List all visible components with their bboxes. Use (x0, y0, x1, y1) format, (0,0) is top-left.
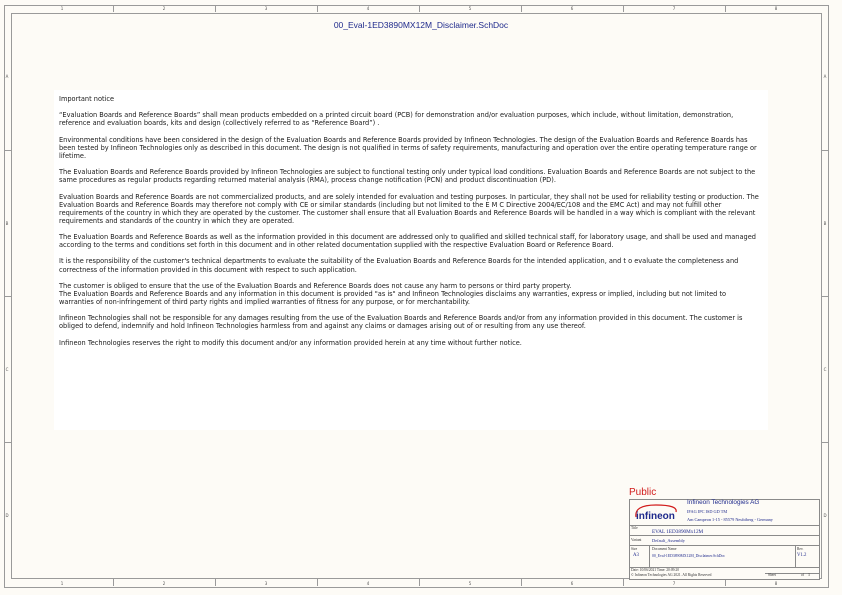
sheet-of-label: of (801, 573, 804, 577)
sheet-label: Sheet (768, 573, 776, 577)
copyright-notice: © Infineon Technologies AG 2021. All Rights Reserved (631, 573, 712, 577)
size-label: Size (631, 547, 638, 551)
row-label: C (5, 367, 9, 372)
disclaimer-notice (54, 90, 768, 430)
column-label: 3 (264, 6, 268, 11)
zone-divider (113, 579, 114, 586)
zone-divider (725, 5, 726, 12)
row-label: B (823, 221, 827, 226)
notice-paragraph: “Evaluation Boards and Reference Boards” shall mean products embedded on a printed circuit board (PCB) for demonstration and/or evaluation purposes, which include, without limitation, demonstration, reference and evaluation boards, kits and design (collectively referred to as “Reference Board”) . (59, 111, 734, 128)
column-label: 4 (366, 6, 370, 11)
document-name-label: Document Name (652, 547, 677, 551)
row-label: B (5, 221, 9, 226)
notice-paragraph: Infineon Technologies shall not be responsible for any damages resulting from the use of the Evaluation Boards and Reference Boards and/or from any information provided in this document. The customer is obliged to defend, indemnify and hold Infineon Technologies harmless from and against any claims or damages arising out of or resulting from any use thereof. (59, 314, 743, 331)
notice-paragraph: Evaluation Boards and Reference Boards are not commercialized products, and are solely intended for evaluation and testing purposes. In particular, they shall not be used for reliability testing or production. The Evaluation Boards and Reference Boards may therefore not comply with CE or similar standards (including but not limited to the E M C Directive 2004/EC/108 and the EMC Act) and may not fulfill other requirements of the country in which they are operated by the customer. The customer shall ensure that all Evaluation Boards and Reference Boards will be handled in a way which is compliant with the relevant requirements and standards of the country in which they are operated. (59, 192, 759, 225)
column-label: 1 (60, 6, 64, 11)
column-label: 4 (366, 581, 370, 586)
row-label: D (5, 513, 9, 518)
notice-paragraph: Environmental conditions have been considered in the design of the Evaluation Boards and Reference Boards provided by Infineon Technologies. The design of the Evaluation Boards and Reference Boards has been tested by Infineon Technologies only as described in this document. The design is not qualified in terms of safety requirements, manufacturing and operation over the entire operating temperature range or lifetime. (59, 135, 757, 160)
zone-divider (317, 5, 318, 12)
column-label: 8 (774, 581, 778, 586)
row-label: D (823, 513, 827, 518)
title-label: Title (631, 526, 638, 530)
zone-divider (113, 5, 114, 12)
disclaimer-text (59, 95, 763, 355)
title-block-rule (795, 545, 796, 567)
zone-divider (4, 442, 11, 443)
document-name-value: 00_Eval-1ED3890MX12M_Disclaimer.SchDoc (652, 554, 726, 558)
zone-divider (822, 296, 829, 297)
zone-divider (317, 579, 318, 586)
column-label: 3 (264, 581, 268, 586)
company-name: Infineon Technologies AG (687, 499, 760, 506)
column-label: 6 (570, 581, 574, 586)
row-label: C (823, 367, 827, 372)
zone-divider (521, 5, 522, 12)
notice-paragraph: The customer is obliged to ensure that the use of the Evaluation Boards and Reference Boards does not cause any harm to persons or third party property. The Evaluation Boards and Reference Boards and any information in this document is provided "as is" and Infineon Technologies disclaims any warranties, express or implied, including but not limited to warranties of non-infringement of third party rights and implied warranties of fitness for any purpose, or for merchantability. (59, 281, 727, 306)
variant-label: Variant (631, 538, 642, 542)
column-label: 2 (162, 581, 166, 586)
notice-heading: Important notice (59, 95, 115, 103)
column-label: 5 (468, 581, 472, 586)
sheet-total: 3 (808, 573, 810, 577)
revision-label: Rev. (797, 547, 804, 551)
row-label: A (5, 74, 9, 79)
zone-divider (822, 442, 829, 443)
column-label: 1 (60, 581, 64, 586)
zone-divider (419, 579, 420, 586)
column-label: 2 (162, 6, 166, 11)
column-label: 7 (672, 581, 676, 586)
logo-wordmark: infineon (636, 511, 675, 522)
title-block-rule (629, 535, 820, 536)
column-label: 8 (774, 6, 778, 11)
title-block-rule (629, 525, 820, 526)
title-block-rule (649, 545, 650, 567)
title-value: EVAL 1ED3890Mx12M (652, 529, 704, 535)
column-label: 6 (570, 6, 574, 11)
zone-divider (822, 150, 829, 151)
zone-divider (521, 579, 522, 586)
zone-divider (4, 150, 11, 151)
document-title: 00_Eval-1ED3890MX12M_Disclaimer.SchDoc (333, 20, 509, 30)
column-label: 7 (672, 6, 676, 11)
column-label: 5 (468, 6, 472, 11)
notice-paragraph: Infineon Technologies reserves the right to modify this document and/or any information provided herein at any time without further notice. (59, 338, 522, 347)
notice-paragraph: The Evaluation Boards and Reference Boards as well as the information provided in this document are addressed only to qualified and skilled technical staff, for laboratory usage, and shall be used and managed according to the terms and conditions set forth in this document and in other related documentation supplied with the respective Evaluation Board or Reference Board. (59, 233, 756, 250)
revision-value: V1.2 (797, 553, 807, 558)
department: IFAG IPC ISD GD TM (687, 509, 728, 514)
classification-label: Public (629, 487, 657, 498)
notice-paragraph: The Evaluation Boards and Reference Boards provided by Infineon Technologies are subject to functional testing only under typical load conditions. Evaluation Boards and Reference Boards are not subject to the same procedures as regular products regarding returned material analysis (RMA), process change notification (PCN) and product discontinuation (PD). (59, 168, 756, 185)
notice-paragraph: It is the responsibility of the customer's technical departments to evaluate the suitability of the Evaluation Boards and Reference Boards for the intended application, and t o evaluate the completeness and correctness of the information provided in this document with respect to such application. (59, 257, 739, 274)
zone-divider (419, 5, 420, 12)
row-label: A (823, 74, 827, 79)
infineon-logo (631, 502, 681, 524)
zone-divider (4, 296, 11, 297)
zone-divider (725, 579, 726, 586)
zone-divider (215, 579, 216, 586)
zone-divider (623, 579, 624, 586)
company-address: Am Campeon 1-15 - 85579 Neubiberg - Germany (687, 517, 773, 522)
title-block-rule (629, 545, 820, 546)
date-time: Date: 10/06/2021 Time: 20:09:20 (631, 568, 680, 572)
zone-divider (623, 5, 624, 12)
zone-divider (215, 5, 216, 12)
size-value: A3 (633, 553, 639, 558)
variant-value: Default_Assembly (652, 538, 685, 543)
